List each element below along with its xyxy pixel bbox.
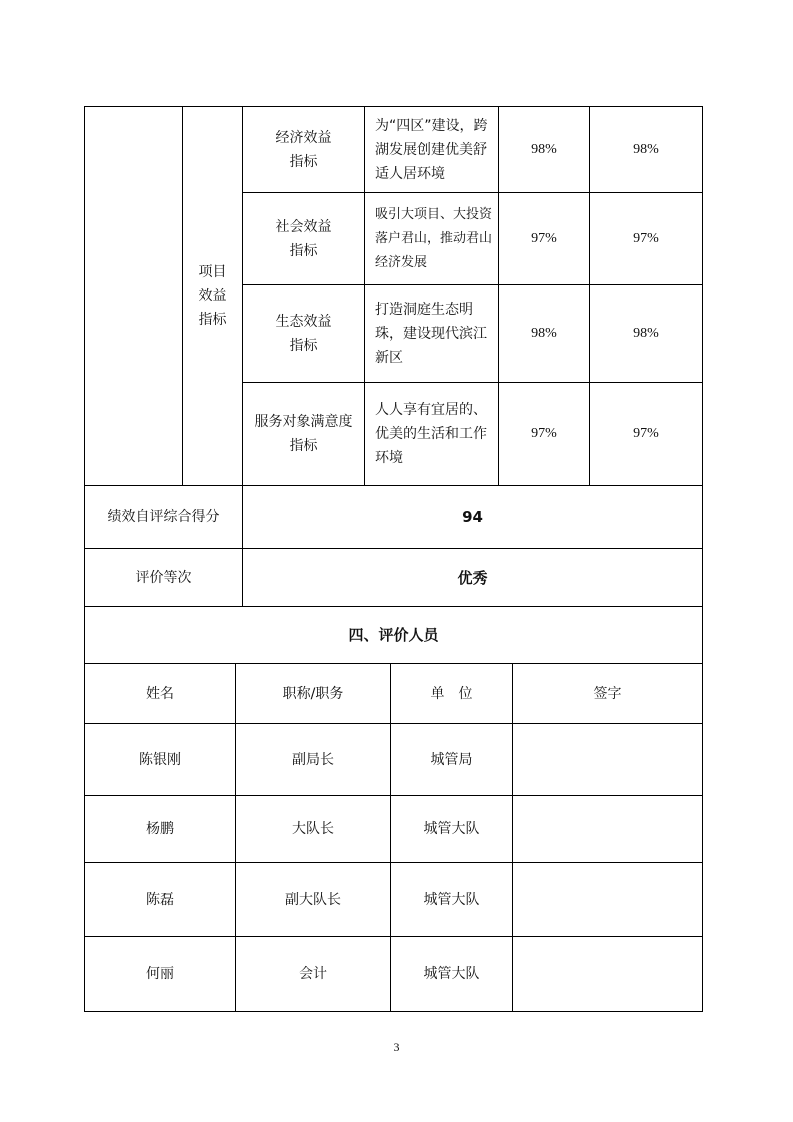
content-cell [365, 193, 498, 284]
target-value-cell [499, 383, 589, 485]
header-title: 职称/职务 [282, 685, 344, 702]
person-name: 杨鹏 [146, 821, 174, 837]
person-title: 副大队长 [285, 891, 341, 908]
person-name-cell [85, 796, 235, 862]
indicator-label: 生态效益指标 [275, 313, 332, 354]
header-unit-cell [391, 664, 512, 723]
grade-label: 评价等次 [135, 569, 192, 586]
signature-cell [513, 937, 702, 1011]
score-label-cell [85, 486, 242, 548]
person-title: 大队长 [292, 821, 334, 837]
target-value: 97% [531, 426, 557, 441]
signature-cell [513, 796, 702, 862]
person-unit-cell [391, 863, 512, 936]
person-name-cell [85, 863, 235, 936]
actual-value: 97% [633, 426, 659, 441]
target-value-cell [499, 193, 589, 284]
header-signature-cell [513, 664, 702, 723]
actual-value-cell [590, 193, 702, 284]
target-value: 97% [531, 230, 557, 246]
target-value-cell [499, 107, 589, 192]
indicator-label: 服务对象满意度指标 [254, 414, 353, 454]
target-value: 98% [531, 141, 557, 157]
person-unit-cell [391, 724, 512, 795]
person-unit: 城管局 [430, 751, 473, 768]
content-text: 吸引大项目、大投资落户君山，推动君山经济发展 [375, 206, 493, 270]
person-title: 副局长 [292, 751, 334, 768]
indicator-label: 经济效益指标 [275, 129, 332, 170]
content-text: 人人享有宜居的、优美的生活和工作环境 [375, 402, 487, 466]
person-title-cell [236, 863, 390, 936]
page-number: 3 [393, 1040, 400, 1054]
person-name: 陈银刚 [139, 751, 181, 768]
actual-value: 98% [633, 141, 659, 157]
header-name-cell [85, 664, 235, 723]
target-value-cell [499, 285, 589, 382]
actual-value-cell [590, 285, 702, 382]
section-title-cell [85, 607, 702, 663]
indicator-label: 社会效益指标 [275, 218, 332, 259]
indicator-cell [243, 383, 364, 485]
header-unit: 单 位 [430, 685, 473, 702]
grade-value: 优秀 [457, 568, 488, 587]
actual-value: 97% [633, 230, 659, 246]
person-title: 会计 [299, 966, 327, 982]
grade-value-cell [243, 549, 702, 606]
person-name-cell [85, 724, 235, 795]
header-title-cell [236, 664, 390, 723]
grade-label-cell [85, 549, 242, 606]
content-text: 打造洞庭生态明珠，建设现代滨江新区 [375, 301, 487, 366]
header-name: 姓名 [146, 685, 174, 702]
header-signature: 签字 [593, 685, 622, 702]
person-title-cell [236, 796, 390, 862]
person-title-cell [236, 937, 390, 1011]
table-border [702, 106, 703, 1012]
group-label-cell [183, 107, 242, 485]
indicator-cell [243, 285, 364, 382]
person-title-cell [236, 724, 390, 795]
score-value: 94 [462, 508, 483, 526]
group-label: 项目效益指标 [198, 264, 227, 328]
person-name: 陈磊 [146, 891, 174, 908]
person-unit-cell [391, 796, 512, 862]
target-value: 98% [531, 325, 557, 341]
indicator-cell [243, 193, 364, 284]
table-border [84, 1011, 703, 1012]
person-unit: 城管大队 [423, 821, 480, 837]
score-value-cell [243, 486, 702, 548]
section-title: 四、评价人员 [348, 626, 439, 644]
content-text: 为“四区”建设，跨湖发展创建优美舒适人居环境 [375, 117, 488, 182]
signature-cell [513, 724, 702, 795]
content-cell [365, 383, 498, 485]
content-cell [365, 285, 498, 382]
person-unit: 城管大队 [423, 966, 480, 982]
content-cell [365, 107, 498, 192]
actual-value-cell [590, 107, 702, 192]
signature-cell [513, 863, 702, 936]
actual-value: 98% [633, 325, 659, 341]
person-name: 何丽 [146, 966, 174, 982]
indicator-cell [243, 107, 364, 192]
actual-value-cell [590, 383, 702, 485]
score-label: 绩效自评综合得分 [107, 509, 220, 525]
person-name-cell [85, 937, 235, 1011]
person-unit-cell [391, 937, 512, 1011]
person-unit: 城管大队 [423, 891, 480, 908]
